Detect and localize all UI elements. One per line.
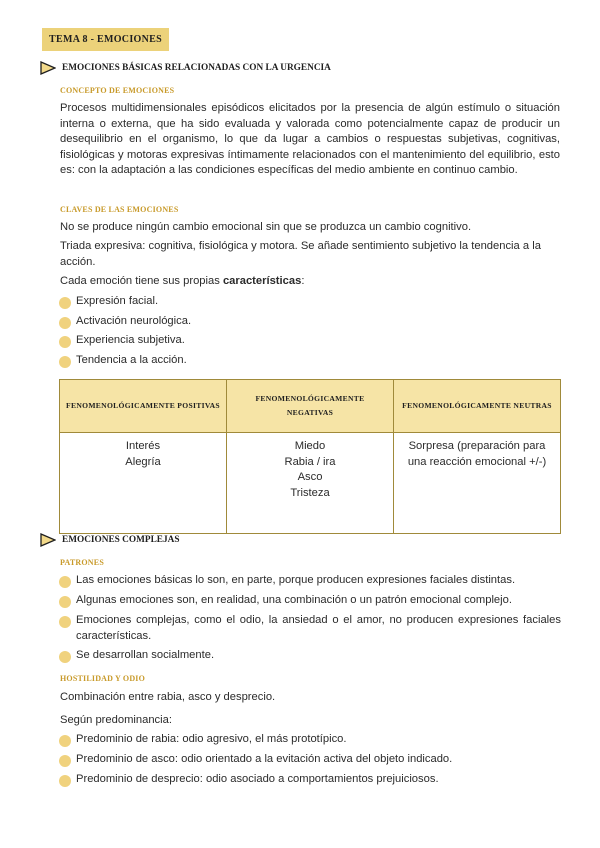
list-item: Predominio de rabia: odio agresivo, el más prototípico. xyxy=(59,732,561,748)
list-item: Algunas emociones son, en realidad, una combinación o un patrón emocional complejo. xyxy=(59,593,561,609)
list-item: Predominio de desprecio: odio asociado a comportamientos prejuiciosos. xyxy=(59,772,561,788)
table-header-row xyxy=(60,380,561,433)
circle-bullet-icon xyxy=(59,576,71,588)
text-bold: características xyxy=(222,275,302,287)
table-header-positive: FENOMENOLÓGICAMENTE POSITIVAS xyxy=(60,380,227,433)
text-prefix: Cada emoción tiene sus propias xyxy=(60,275,223,287)
circle-bullet-icon xyxy=(59,775,71,787)
cell-text: Tristeza xyxy=(290,486,330,499)
subheading-hostilidad: HOSTILIDAD Y ODIO xyxy=(60,674,146,683)
circle-bullet-icon xyxy=(59,297,71,309)
list-item: Experiencia subjetiva. xyxy=(59,333,561,349)
table-header-neutral: FENOMENOLÓGICAMENTE NEUTRAS xyxy=(394,380,561,433)
list-item: Emociones complejas, como el odio, la ansiedad o el amor, no producen expresiones faciales características. xyxy=(59,613,561,644)
table-row xyxy=(60,433,561,534)
cell-text: Alegría xyxy=(125,455,161,468)
paragraph-claves-2: Triada expresiva: cognitiva, fisiológica y motora. Se añade sentimiento subjetivo la tendencia a la acción. xyxy=(60,240,541,268)
cell-text: Sorpresa (preparación para una reacción emocional +/-) xyxy=(407,440,547,468)
paragraph-concepto: Procesos multidimensionales episódicos elicitados por la presencia de algún estímulo o situación interna o externa, que ha sido evaluada y valorada como potencialmente capaz de producir un desequilibrio en el organismo, lo que da lugar a cambios o respuestas subjetivas, cognitivas, fisiológicas y motoras expresivas íntimamente relacionados con el mantenimiento del equilibrio, esto es: con la adaptación a las condiciones específicas del medio ambiente en continuo cambio. xyxy=(60,102,560,176)
paragraph-claves-1: No se produce ningún cambio emocional sin que se produzca un cambio cognitivo. xyxy=(60,221,472,233)
circle-bullet-icon xyxy=(59,651,71,663)
paragraph-claves-3 xyxy=(60,274,560,290)
paragraph-hostilidad-1: Combinación entre rabia, asco y desprecio. xyxy=(60,691,276,703)
arrow-triangle-icon xyxy=(40,61,56,75)
paragraph-hostilidad-2: Según predominancia: xyxy=(60,714,172,726)
text-suffix: : xyxy=(301,275,305,287)
list-item: Predominio de asco: odio orientado a la evitación activa del objeto indicado. xyxy=(59,752,561,768)
circle-bullet-icon xyxy=(59,336,71,348)
list-item: Expresión facial. xyxy=(59,294,561,310)
list-item: Se desarrollan socialmente. xyxy=(59,648,561,664)
topic-label: TEMA 8 - EMOCIONES xyxy=(42,28,169,51)
circle-bullet-icon xyxy=(59,356,71,368)
section-heading-complex-emotions xyxy=(40,533,180,547)
subheading-concepto: CONCEPTO DE EMOCIONES xyxy=(60,86,175,95)
cell-text: Rabia / ira xyxy=(284,455,336,468)
arrow-triangle-icon xyxy=(40,533,56,547)
list-item: Activación neurológica. xyxy=(59,314,561,330)
list-item: Tendencia a la acción. xyxy=(59,353,561,369)
list-item: Las emociones básicas lo son, en parte, porque producen expresiones faciales distintas. xyxy=(59,573,561,589)
circle-bullet-icon xyxy=(59,317,71,329)
circle-bullet-icon xyxy=(59,755,71,767)
section-title: EMOCIONES BÁSICAS RELACIONADAS CON LA URGENCIA xyxy=(62,63,331,73)
cell-text: Miedo xyxy=(294,440,326,452)
section-heading-basic-emotions xyxy=(40,61,331,75)
subheading-claves: CLAVES DE LAS EMOCIONES xyxy=(60,205,179,214)
circle-bullet-icon xyxy=(59,616,71,628)
section-title: EMOCIONES COMPLEJAS xyxy=(62,535,180,545)
table-cell-negative xyxy=(227,433,394,534)
emotions-table xyxy=(59,379,561,534)
table-cell-positive xyxy=(60,433,227,534)
table-header-negative: FENOMENOLÓGICAMENTE NEGATIVAS xyxy=(227,380,394,433)
cell-text: Interés xyxy=(125,440,161,452)
cell-text: Asco xyxy=(297,471,323,483)
table-cell-neutral xyxy=(394,433,561,534)
circle-bullet-icon xyxy=(59,735,71,747)
circle-bullet-icon xyxy=(59,596,71,608)
subheading-patrones: PATRONES xyxy=(60,558,104,567)
